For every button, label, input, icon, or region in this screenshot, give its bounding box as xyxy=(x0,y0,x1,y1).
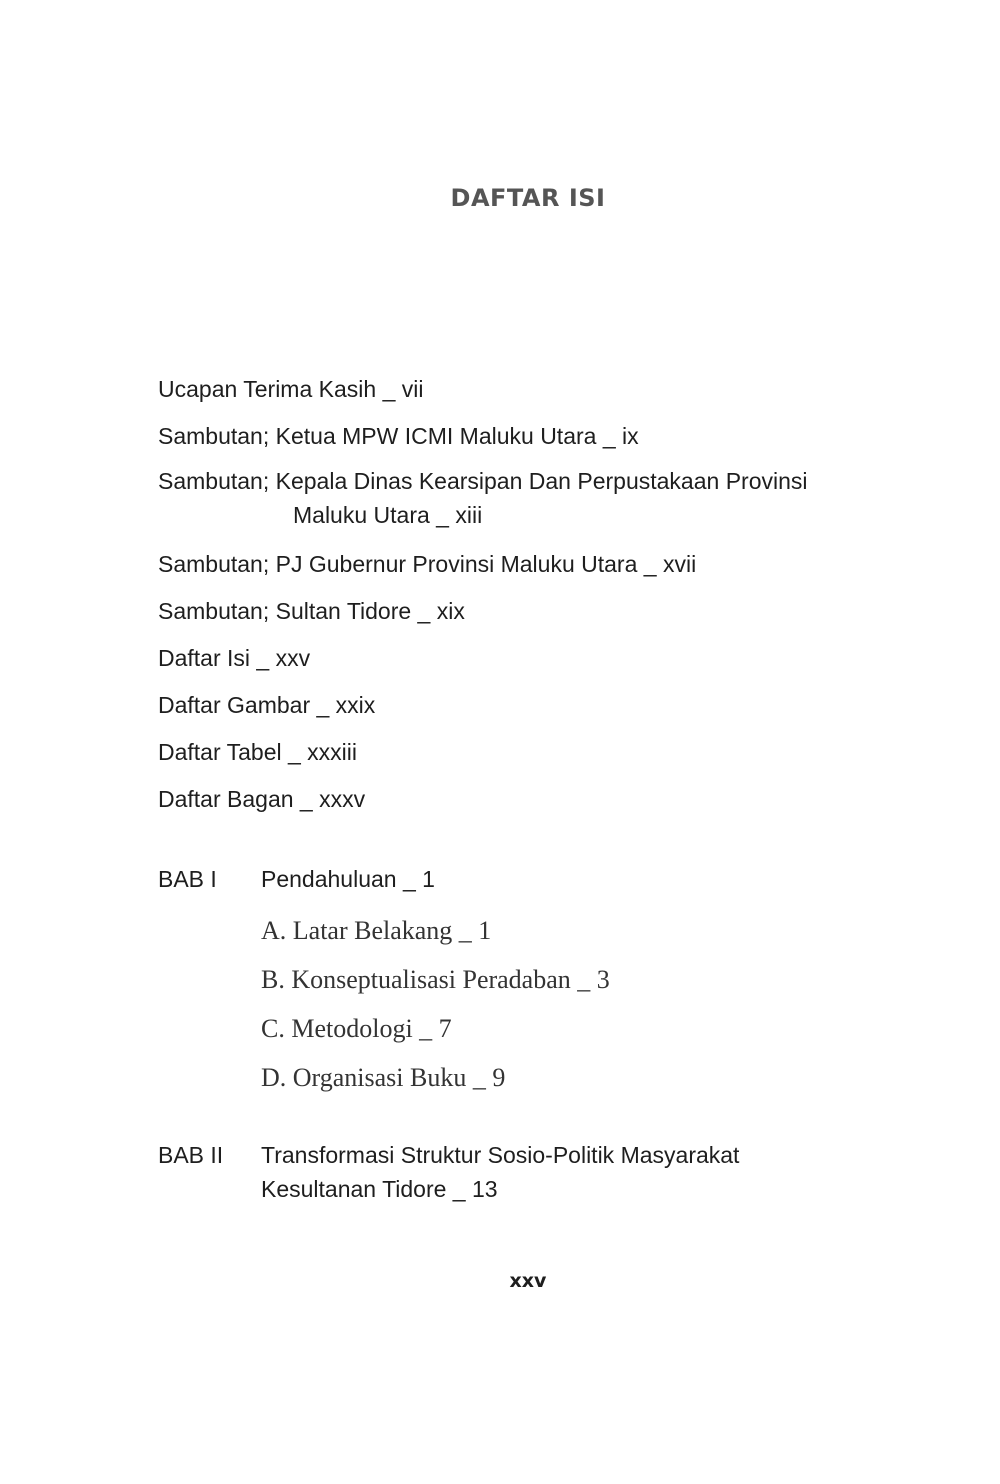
section-entry[interactable]: C. Metodologi _ 7 xyxy=(261,1014,452,1043)
page-number: xxv xyxy=(509,1270,547,1292)
section-list xyxy=(261,906,918,1102)
toc-entry-line-2: Maluku Utara _ xiii xyxy=(293,502,483,528)
chapter-bab-1 xyxy=(158,862,918,1102)
toc-entry-daftar-tabel[interactable]: Daftar Tabel _ xxxiii xyxy=(158,739,357,765)
chapter-title[interactable] xyxy=(261,1138,739,1206)
page-title: DAFTAR ISI xyxy=(450,184,606,212)
chapter-title-line-2: Kesultanan Tidore _ 13 xyxy=(261,1176,498,1202)
chapter-label: BAB I xyxy=(158,866,217,892)
toc-entry-daftar-bagan[interactable]: Daftar Bagan _ xxxv xyxy=(158,786,366,812)
chapter-bab-2 xyxy=(158,1138,918,1206)
toc-entry-sambutan-ketua-mpw-icmi[interactable]: Sambutan; Ketua MPW ICMI Maluku Utara _ ix xyxy=(158,423,639,449)
toc-entry-ucapan-terima-kasih[interactable]: Ucapan Terima Kasih _ vii xyxy=(158,376,424,402)
section-entry[interactable]: B. Konseptualisasi Peradaban _ 3 xyxy=(261,965,610,994)
chapter-title[interactable]: Pendahuluan _ 1 xyxy=(261,866,435,892)
chapter-label: BAB II xyxy=(158,1142,224,1168)
front-matter-list xyxy=(158,370,878,827)
section-entry[interactable]: D. Organisasi Buku _ 9 xyxy=(261,1063,506,1092)
toc-entry-line-1: Sambutan; Kepala Dinas Kearsipan Dan Perpustakaan Provinsi xyxy=(158,468,808,494)
toc-entry-sambutan-pj-gubernur[interactable]: Sambutan; PJ Gubernur Provinsi Maluku Utara _ xvii xyxy=(158,551,697,577)
toc-entry-daftar-gambar[interactable]: Daftar Gambar _ xxix xyxy=(158,692,376,718)
toc-entry-sambutan-sultan-tidore[interactable]: Sambutan; Sultan Tidore _ xix xyxy=(158,598,465,624)
section-entry[interactable]: A. Latar Belakang _ 1 xyxy=(261,916,492,945)
toc-entry-daftar-isi[interactable]: Daftar Isi _ xxv xyxy=(158,645,311,671)
chapter-title-line-1: Transformasi Struktur Sosio-Politik Masyarakat xyxy=(261,1142,740,1168)
toc-entry-sambutan-kepala-dinas[interactable] xyxy=(158,464,878,545)
